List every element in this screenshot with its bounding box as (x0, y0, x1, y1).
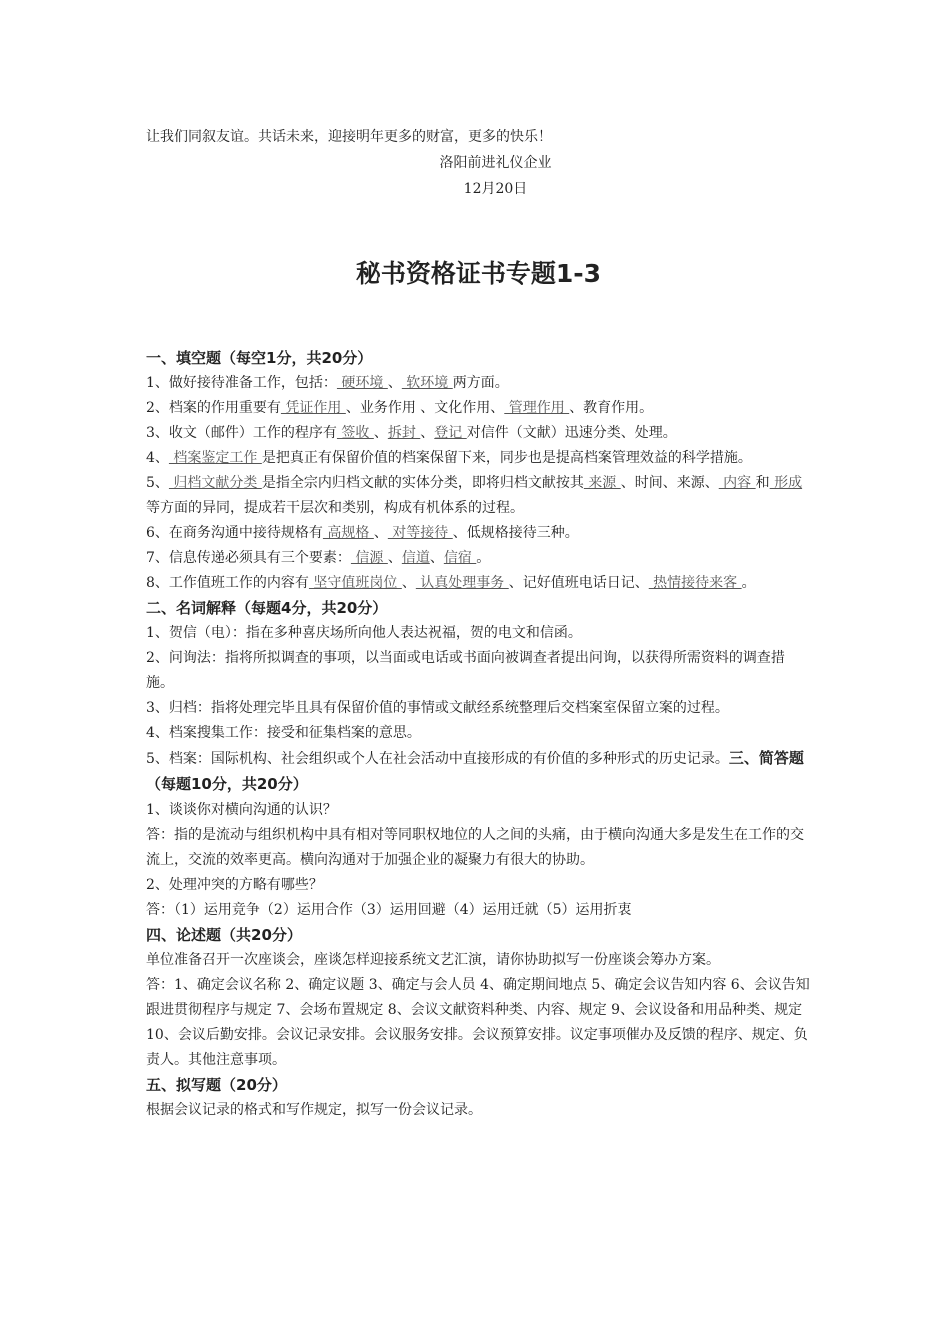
answer-blank: 登记 (434, 425, 467, 441)
question-2: 2、档案的作用重要有 凭证作用 、业务作用 、文化作用、 管理作用 、教育作用。 (146, 400, 654, 416)
answer-blank: 形成 (769, 475, 803, 491)
answer-blank: 拆封 (387, 425, 421, 441)
answer-blank: 认真处理事务 (415, 575, 509, 591)
answer-blank: 信宿 (443, 550, 477, 566)
short-answer-answer: 答：（1）运用竞争（2）运用合作（3）运用回避（4）运用迁就（5）运用折衷 (146, 902, 632, 918)
answer-blank: 对等接待 (387, 525, 453, 541)
answer-blank: 签收 (336, 425, 374, 441)
essay-answer: 答：1、确定会议名称 2、确定议题 3、确定与会人员 4、确定期间地点 5、确定会议告知内容 6、会议告知跟进贯彻程序与规定 7、会场布置规定 8、会议文献资料种类、内容、规定 9、会议设备和用品种类、规定 10、会议后勤安排。会议记录安排。会议服务安排。会议预算安排。议定事项催办及反馈的程序、规定、负责人。其他注意事项。 (146, 977, 810, 1068)
section-heading-writing: 五、拟写题（20分） (146, 1076, 287, 1094)
question-8: 8、工作值班工作的内容有 坚守值班岗位 、 认真处理事务 、记好值班电话日记、 热情接待来客 。 (146, 575, 756, 591)
definition-item: 4、档案搜集工作：接受和征集档案的意思。 (146, 725, 421, 741)
section-heading-short-answer: 三、简答题（每题10分，共20分） (146, 749, 804, 793)
answer-blank: 硬环境 (336, 375, 388, 391)
question-7: 7、信息传递必须具有三个要素： 信源 、信道、信宿 。 (146, 550, 491, 566)
answer-blank: 凭证作用 (280, 400, 346, 416)
intro-line: 让我们同叙友谊。共话未来，迎接明年更多的财富，更多的快乐！ (146, 129, 552, 145)
answer-blank: 信源 (350, 550, 388, 566)
signature-date: 12月20日 (463, 181, 528, 197)
definition-item: 2、问询法：指将所拟调查的事项，以当面或电话或书面向被调查者提出问询，以获得所需资料的调查措施。 (146, 650, 785, 691)
document-page (146, 118, 811, 1123)
section-heading-essay: 四、论述题（共20分） (146, 926, 302, 944)
question-4: 4、 档案鉴定工作 是把真正有保留价值的档案保留下来，同步也是提高档案管理效益的科学措施。 (146, 450, 752, 466)
definition-item: 5、档案：国际机构、社会组织或个人在社会活动中直接形成的有价值的多种形式的历史记录。三、简答题（每题10分，共20分） (146, 749, 804, 793)
writing-question: 根据会议记录的格式和写作规定，拟写一份会议记录。 (146, 1102, 482, 1118)
definition-item: 3、归档：指将处理完毕且具有保留价值的事情或文献经系统整理后交档案室保留立案的过程。 (146, 700, 729, 716)
question-6: 6、在商务沟通中接待规格有 高规格 、 对等接待 、低规格接待三种。 (146, 525, 579, 541)
essay-question: 单位准备召开一次座谈会，座谈怎样迎接系统文艺汇演，请你协助拟写一份座谈会筹办方案。 (146, 952, 720, 968)
answer-blank: 档案鉴定工作 (168, 450, 262, 466)
section-heading-definitions: 二、名词解释（每题4分，共20分） (146, 599, 388, 617)
answer-blank: 高规格 (322, 525, 374, 541)
question-5: 5、 归档文献分类 是指全宗内归档文献的实体分类，即将归档文献按其 来源 、时间、来源、 内容 和 形成 等方面的异同，提成若干层次和类别，构成有机体系的过程。 (146, 475, 803, 516)
page-title: 秘书资格证书专题1-3 (355, 259, 602, 288)
answer-blank: 热情接待来客 (648, 575, 742, 591)
answer-blank: 来源 (583, 475, 621, 491)
short-answer-question: 2、处理冲突的方略有哪些？ (146, 877, 323, 893)
answer-blank: 管理作用 (504, 400, 570, 416)
company-signature: 洛阳前进礼仪企业 (439, 155, 552, 171)
answer-blank: 内容 (718, 475, 756, 491)
answer-blank: 坚守值班岗位 (308, 575, 402, 591)
short-answer-question: 1、谈谈你对横向沟通的认识？ (146, 802, 337, 818)
short-answer-answer: 答：指的是流动与组织机构中具有相对等同职权地位的人之间的头痛，由于横向沟通大多是发生在工作的交流上，交流的效率更高。横向沟通对于加强企业的凝聚力有很大的协助。 (146, 827, 804, 868)
definition-item: 1、贺信（电）：指在多种喜庆场所向他人表达祝福，贺的电文和信函。 (146, 625, 582, 641)
answer-blank: 信道 (401, 550, 430, 566)
answer-blank: 归档文献分类 (168, 475, 262, 491)
section-heading-fill-in: 一、填空题（每空1分，共20分） (146, 349, 373, 367)
answer-blank: 软环境 (401, 375, 453, 391)
question-3: 3、收文（邮件）工作的程序有 签收 、拆封 、登记 对信件（文献）迅速分类、处理。 (146, 425, 677, 441)
question-1: 1、做好接待准备工作，包括： 硬环境 、 软环境 两方面。 (146, 375, 509, 391)
